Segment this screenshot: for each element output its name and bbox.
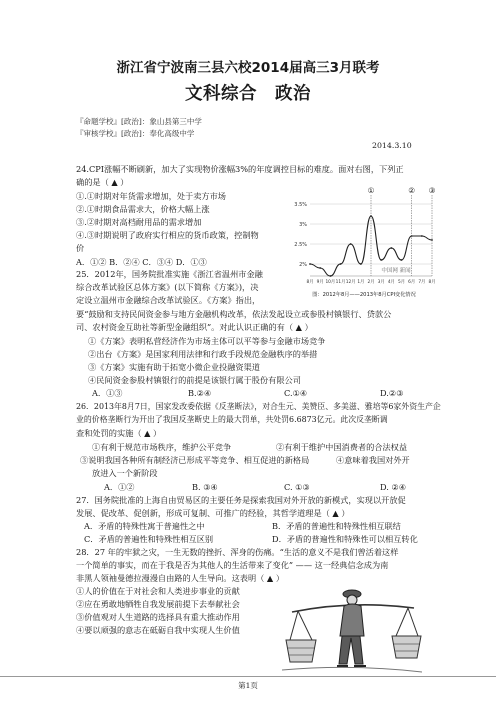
x-tick-label: 11月 bbox=[335, 280, 346, 285]
x-tick-label: 12月 bbox=[345, 280, 356, 285]
q26-answer-d: D. ②④ bbox=[380, 482, 407, 492]
cpi-data-point bbox=[390, 247, 392, 249]
q24-answer-choices: A．①② B．②④ C．③④ D．①③ bbox=[76, 257, 207, 267]
y-tick-label: 2% bbox=[299, 262, 307, 268]
q24-option-4: ④.③时期说明了政府实行相应的货币政策，控制物 bbox=[76, 230, 259, 240]
q27-option-d: D．矛盾的普遍性和特殊性可以相互转化 bbox=[272, 534, 418, 544]
q26-answer-b: B. ③④ bbox=[192, 482, 218, 492]
q26-option-4-cont: 放进入一个新阶段 bbox=[92, 468, 158, 478]
cpi-data-point bbox=[340, 263, 342, 265]
cpi-data-point bbox=[401, 259, 403, 261]
period-marker-label: ③ bbox=[428, 186, 436, 195]
x-tick-label: 5月 bbox=[397, 280, 406, 285]
q25-answer-c: C.①④ bbox=[284, 388, 308, 398]
cpi-data-point bbox=[309, 263, 311, 265]
q25-stem-2: 综合改革试验区总体方案》(以下简称《方案》)，决 bbox=[76, 282, 259, 292]
cpi-data-point bbox=[421, 235, 423, 237]
chart-y-tick-labels bbox=[294, 202, 307, 268]
q26-answer-a: A．①② bbox=[104, 482, 135, 492]
q27-stem-1: 27．国务院批准的上海自由贸易区的主要任务是探索我国对外开放的新模式，实现以开放促 bbox=[76, 495, 406, 505]
q26-option-2: ②有利于维护中国消费者的合法权益 bbox=[276, 442, 408, 452]
q28-stem-3: 非黑人领袖曼德拉漫漫自由路的人生导向。这表明（ ▲ ） bbox=[76, 573, 285, 583]
cpi-data-point bbox=[350, 243, 352, 245]
reviewer-line: 『审核学校』[政治]：奉化高级中学 bbox=[76, 129, 195, 138]
q26-stem-3: 查和处罚的实施（ ▲ ） bbox=[76, 428, 162, 438]
cpi-data-point bbox=[360, 263, 362, 265]
q26-answer-c: C. ①③ bbox=[284, 482, 310, 492]
q25-stem-1: 25．2012年，国务院批准实施《浙江省温州市金融 bbox=[76, 269, 263, 279]
q25-stem-4: 要“鼓励和支持民间资金参与地方金融机构改革，依法发起设立或参股村镇银行、贷款公 bbox=[76, 309, 392, 319]
page-number: 第1页 bbox=[238, 681, 258, 690]
footer-divider bbox=[0, 676, 496, 677]
q28-option-4: ④要以顽强的意志在砥砺自我中实现人生价值 bbox=[76, 625, 240, 635]
x-tick-label: 4月 bbox=[387, 280, 395, 285]
q26-option-4: ④意味着我国对外开 bbox=[336, 455, 410, 465]
x-tick-label: 1月 bbox=[357, 280, 365, 285]
x-tick-label: 6月 bbox=[408, 280, 416, 285]
chart-period-markers bbox=[368, 186, 436, 276]
y-tick-label: 3% bbox=[299, 222, 307, 228]
q28-option-1: ①人的价值在于对社会和人类进步事业的贡献 bbox=[76, 586, 240, 596]
q25-option-3: ③《方案》实施有助于拓宽小微企业投融资渠道 bbox=[88, 362, 260, 372]
q28-stem-1: 28．27 年的牢狱之灾，一生无数的挫折、浑身的伤痛。“生活的意义不是我们曾活着这样 bbox=[76, 547, 399, 557]
q24-option-3: ③.②时期对高档耐用品的需求增加 bbox=[76, 217, 202, 227]
q26-option-1: ①有利于规范市场秩序，维护公平竞争 bbox=[92, 442, 232, 452]
x-tick-label: 8月 bbox=[428, 280, 436, 285]
q26-option-3: ③说明我国各种所有制经济已形成平等竞争、相互促进的新格局 bbox=[80, 455, 310, 465]
cpi-data-point bbox=[329, 275, 331, 277]
q24-stem-1: 24.CPI涨幅不断刷新，加大了实现物价涨幅3%的年度调控目标的难度。面对右图，下列正 bbox=[76, 164, 404, 174]
q27-option-b: B．矛盾的普遍性和特殊性相互联结 bbox=[272, 521, 401, 531]
q24-option-4-cont: 价 bbox=[76, 243, 85, 253]
q25-stem-3: 定设立温州市金融综合改革试验区。《方案》指出， bbox=[76, 295, 261, 305]
q24-stem-2: 确的是（ ▲ ） bbox=[76, 177, 129, 187]
exam-date: 2014.3.10 bbox=[372, 141, 412, 150]
cpi-chart bbox=[286, 186, 436, 298]
x-tick-label: 9月 bbox=[316, 280, 324, 285]
q27-option-a: A．矛盾的特殊性寓于普遍性之中 bbox=[84, 521, 205, 531]
q25-stem-5: 司、农村资金互助社等新型金融组织”。对此认识正确的有（ ▲ ） bbox=[76, 322, 313, 332]
q25-answer-a: A．①③ bbox=[92, 388, 123, 398]
author-line: 『命题学校』[政治]：象山县第三中学 bbox=[76, 117, 202, 126]
period-marker-label: ② bbox=[408, 186, 416, 195]
q27-stem-2: 发展、促改革、促创新，形成可复制、可推广的经验，其哲学道理是（ ▲ ） bbox=[76, 508, 350, 518]
x-tick-label: 8月 bbox=[306, 280, 314, 285]
q28-option-2: ②应在勇敢地牺牲自我发展前提下去奉献社会 bbox=[76, 599, 240, 609]
cpi-data-point bbox=[319, 267, 321, 269]
document-title: 浙江省宁波南三县六校2014届高三3月联考 bbox=[116, 60, 380, 76]
q24-option-1: ①.①时期对年货需求增加，处于卖方市场 bbox=[76, 191, 226, 201]
q26-stem-2: 业的价格垄断行为开出了我国反垄断史上的最大罚单，共处罚6.6873亿元。此次反垄断调 bbox=[76, 415, 388, 424]
chart-x-tick-labels bbox=[306, 278, 435, 285]
x-tick-label: 2月 bbox=[367, 280, 375, 285]
subject-title bbox=[0, 84, 496, 104]
q28-option-3: ③价值观对人生道路的选择具有重大推动作用 bbox=[76, 612, 240, 622]
subject-label: 文科综合 bbox=[185, 84, 257, 104]
q27-option-c: C．矛盾的普遍性和特殊性相互区别 bbox=[84, 534, 214, 544]
q24-option-2: ②.①时期食品需求大，价格大幅上涨 bbox=[76, 204, 210, 214]
q25-option-1: ①《方案》表明私营经济作为市场主体可以平等参与金融市场竞争 bbox=[88, 336, 326, 346]
q25-answer-b: B.②④ bbox=[188, 388, 212, 398]
q26-stem-1: 26．2013年8月7日，国家发改委依据《反垄断法》，对合生元、美赞臣、多美滋、雅培等6家外资生产企 bbox=[76, 402, 441, 411]
period-marker-label: ① bbox=[367, 186, 375, 195]
q25-answer-d: D.②③ bbox=[380, 388, 404, 398]
x-tick-label: 7月 bbox=[418, 280, 426, 285]
q25-option-4: ④民间资金参股村镇银行的前提是该银行属于股份有限公司 bbox=[88, 375, 301, 385]
chart-caption: 图：2012年8月——2013年8月CPI变化情况 bbox=[312, 292, 416, 298]
x-tick-label: 10月 bbox=[325, 280, 336, 285]
illustration-porter-image bbox=[282, 578, 422, 676]
y-tick-label: 2.5% bbox=[294, 242, 307, 248]
chart-watermark: 中国网 新闻 bbox=[381, 268, 411, 274]
q28-stem-2: 一个简单的事实，而在于我是否为其他人的生活带来了变化” —— 这一经典信念成为南 bbox=[76, 560, 389, 570]
x-tick-label: 3月 bbox=[377, 280, 385, 285]
y-tick-label: 3.5% bbox=[294, 202, 307, 208]
subject-sub-label: 政治 bbox=[275, 84, 311, 104]
cpi-data-point bbox=[380, 259, 382, 261]
q25-option-2: ②出台《方案》是国家利用法律和行政手段规范金融秩序的举措 bbox=[88, 349, 318, 359]
